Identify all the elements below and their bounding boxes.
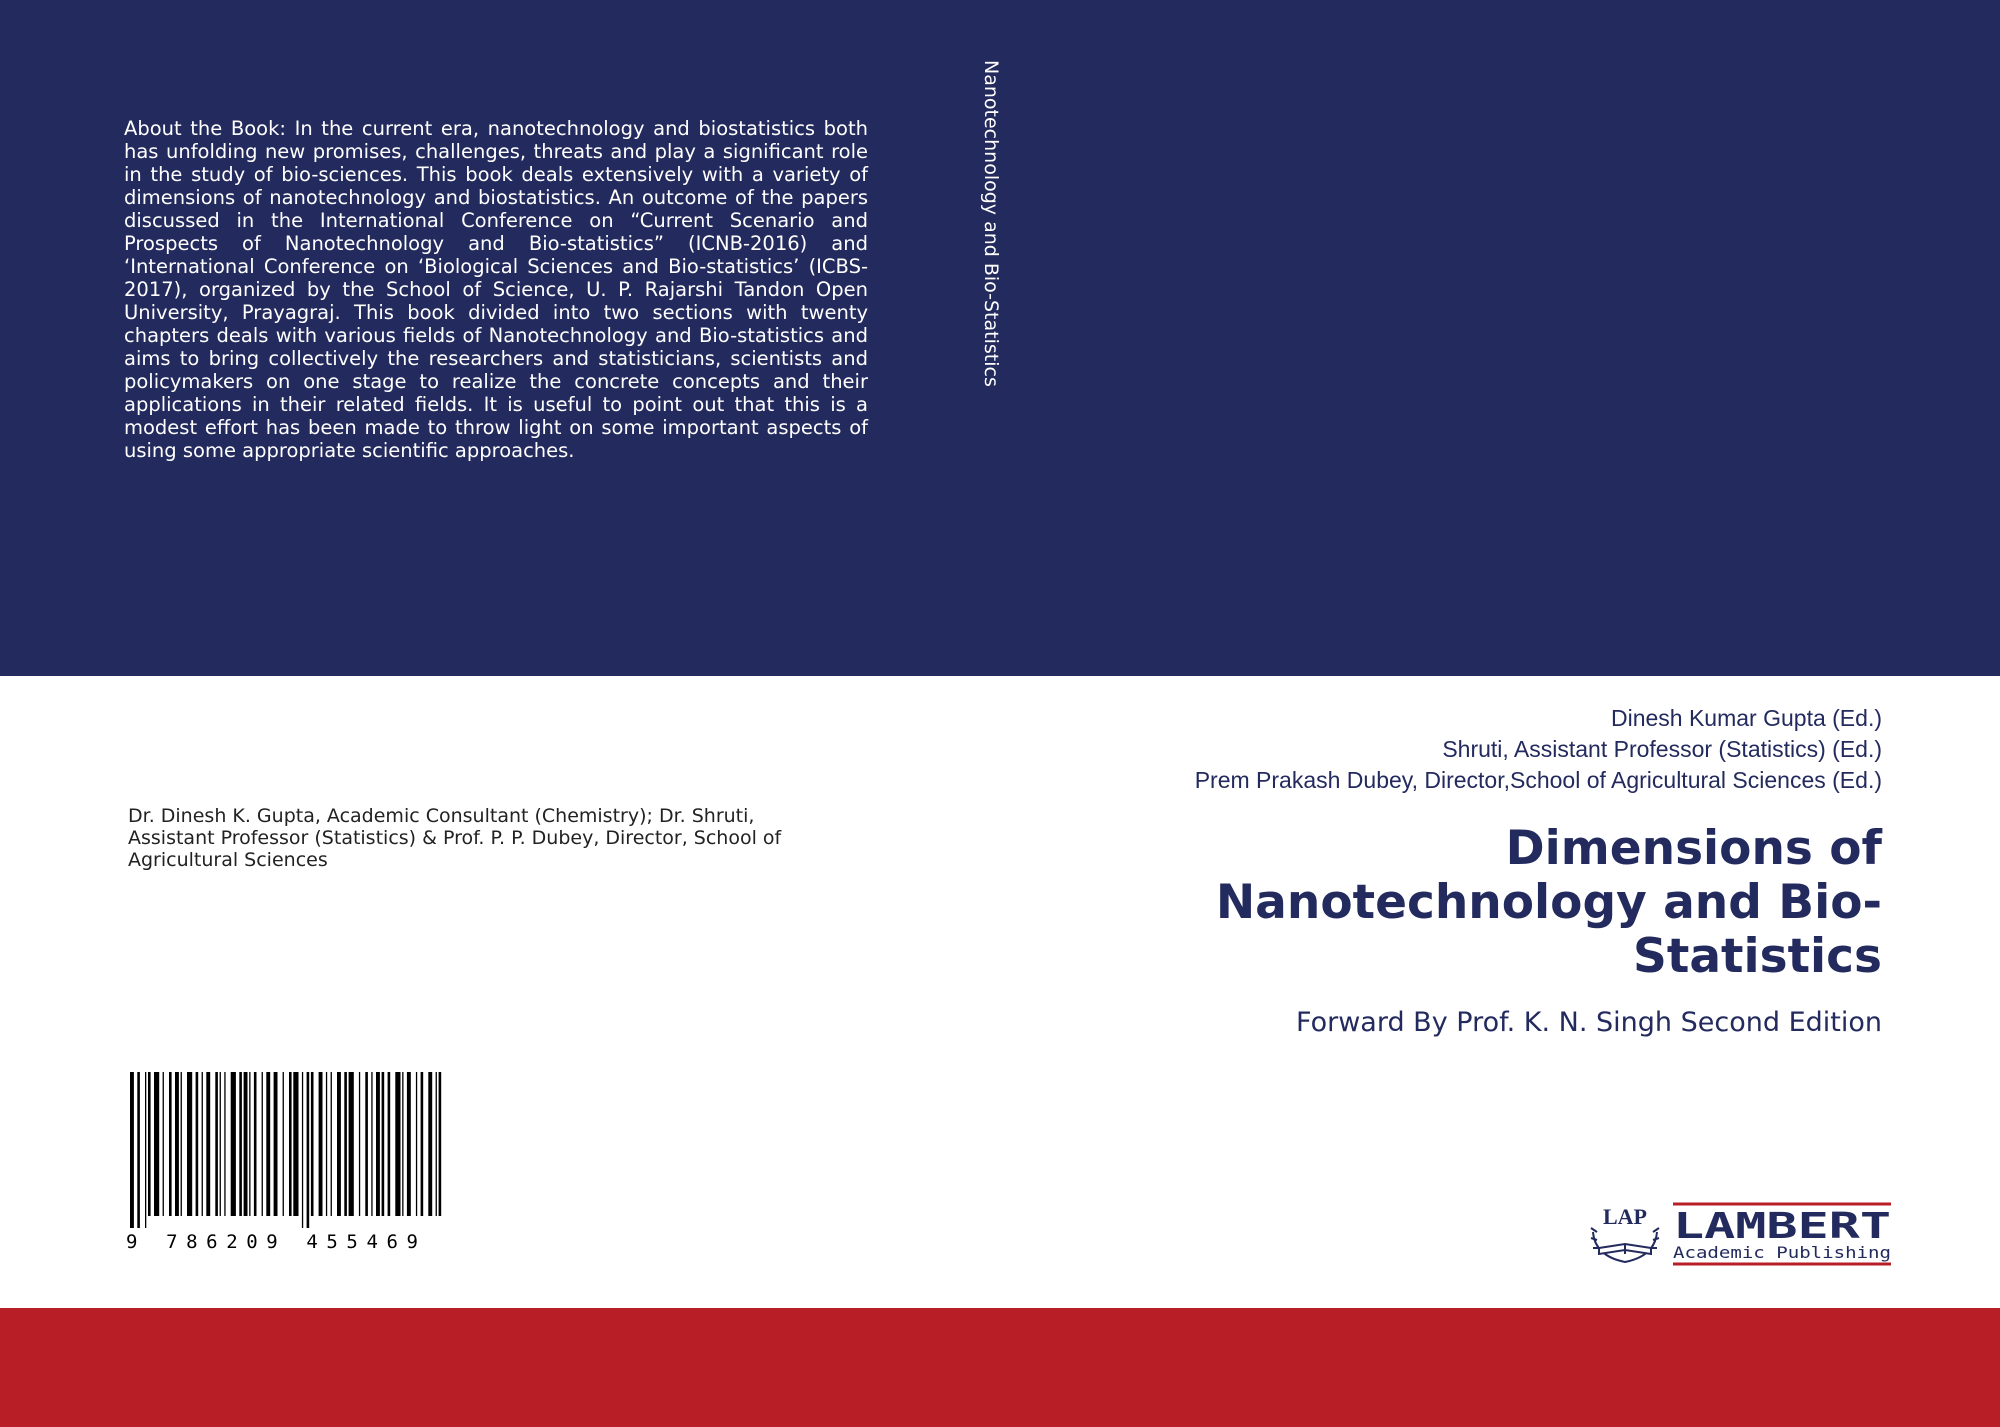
barcode-bar [196, 1072, 199, 1216]
barcode-bar [365, 1072, 368, 1216]
barcode-bar [262, 1072, 263, 1216]
barcode-bar [307, 1072, 310, 1228]
barcode-bar [319, 1072, 323, 1216]
barcode-bar [382, 1072, 385, 1216]
editor-1: Dinesh Kumar Gupta (Ed.) [1610, 705, 1882, 731]
barcode-bar [344, 1072, 347, 1216]
barcode-bar [402, 1072, 403, 1216]
book-wreath-icon [1591, 1228, 1659, 1262]
lambert-publisher-logo [1585, 1198, 1895, 1270]
publisher-tagline: Academic Publishing [1673, 1243, 1891, 1262]
barcode-bar [145, 1072, 146, 1228]
about-the-book-text: About the Book: In the current era, nanotechnology and biostatistics both has unfolding new promises, challenges, threats and play a significant role in the study of bio-sciences. This book deals extensively with a variety of dimensions of nanotechnology and biostatistics. An outcome of the papers discussed in the International Conference on “Current Scenario and Prospects of Nanotechnology and Bio-statistics” (ICNB-2016) and ‘International Conference on ‘Biological Sciences and Bio-statistics’ (ICBS-2017), organized by the School of Science, U. P. Rajarshi Tandon Open University, Prayagraj. This book divided into two sections with twenty chapters deals with various fields of Nanotechnology and Bio-statistics and aims to bring collectively the researchers and statisticians, scientists and policymakers on one stage to realize the concrete concepts and their applications in their related fields. It is useful to point out that this is a modest effort has been made to throw light on some important aspects of using some appropriate scientific approaches. [124, 117, 868, 462]
isbn-barcode [126, 1070, 446, 1252]
spine-title: Nanotechnology and Bio-Statistics [980, 60, 1002, 387]
barcode-bar [388, 1072, 391, 1216]
barcode-bar [231, 1072, 236, 1216]
barcode-bar [220, 1072, 221, 1216]
isbn-digits: 9 786209 455469 [126, 1231, 427, 1252]
barcode-bar [395, 1072, 400, 1216]
barcode-bar [311, 1072, 314, 1216]
barcode-bar [407, 1072, 411, 1216]
barcode-bar [326, 1072, 327, 1216]
barcode-bar [169, 1072, 172, 1216]
barcode-bar [302, 1072, 303, 1228]
author-bio: Dr. Dinesh K. Gupta, Academic Consultant (Chemistry); Dr. Shruti, Assistant Professor (Statistics) & Prof. P. P. Dubey, Director, School of Agricultural Sciences [128, 805, 782, 871]
barcode-bar [244, 1072, 248, 1216]
barcode-bar [130, 1072, 134, 1228]
book-subtitle: Forward By Prof. K. N. Singh Second Edition [1296, 1007, 1882, 1038]
barcode-bar [274, 1072, 278, 1216]
barcode-bar [137, 1072, 140, 1228]
barcode-bar [359, 1072, 360, 1216]
barcode-bar [163, 1072, 164, 1216]
editor-3: Prem Prakash Dubey, Director,School of Agricultural Sciences (Ed.) [1194, 767, 1882, 793]
editor-2: Shruti, Assistant Professor (Statistics) (Ed.) [1442, 736, 1882, 762]
publisher-name: LAMBERT [1673, 1206, 1891, 1247]
barcode-bar [206, 1072, 210, 1216]
barcode-bar [376, 1072, 380, 1216]
barcode-bar [289, 1072, 292, 1216]
book-title: Dimensions of Nanotechnology and Bio-Statistics [1215, 821, 1882, 984]
barcode-bar [337, 1072, 341, 1216]
barcode-bar [428, 1072, 432, 1216]
barcode-bar [215, 1072, 218, 1216]
barcode-bar [254, 1072, 257, 1216]
barcode-bar [239, 1072, 242, 1216]
barcode-bar [187, 1072, 192, 1216]
barcode-bar [421, 1072, 424, 1216]
barcode-bar [154, 1072, 159, 1216]
barcode-bar [266, 1072, 270, 1216]
barcode-bar [349, 1072, 354, 1216]
barcode-bar [175, 1072, 179, 1216]
barcode-bar [283, 1072, 284, 1216]
barcode-bar [293, 1072, 298, 1216]
barcode-bar [249, 1072, 250, 1216]
barcode-bar [439, 1072, 442, 1216]
barcode-bar [202, 1072, 203, 1216]
barcode-bar [224, 1072, 225, 1216]
barcode-bar [148, 1072, 151, 1216]
barcode-bar [371, 1072, 372, 1216]
barcode-bar [331, 1072, 332, 1216]
lap-badge: LAP [1603, 1204, 1647, 1229]
editors-list [1195, 703, 1882, 796]
bottom-red-band [0, 1308, 2000, 1427]
barcode-bar [436, 1072, 437, 1216]
barcode-bar [416, 1072, 417, 1216]
barcode-bar [181, 1072, 182, 1216]
